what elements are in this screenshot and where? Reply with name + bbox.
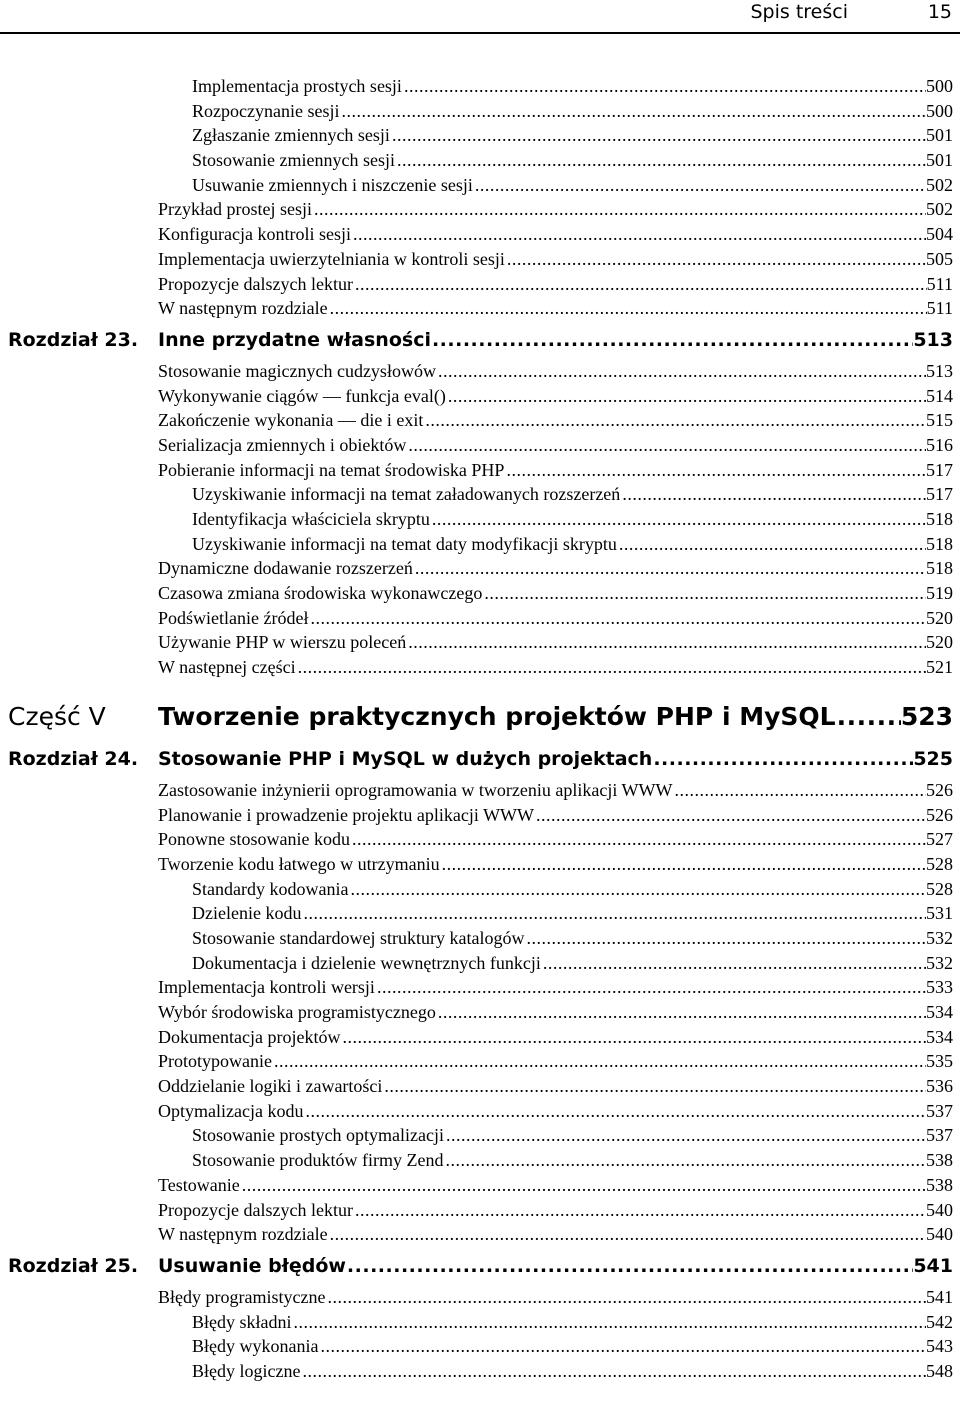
page-header bbox=[0, 0, 960, 34]
toc-entry-label: Dokumentacja projektów bbox=[158, 1026, 341, 1047]
toc-entry-label: Propozycje dalszych lektur bbox=[158, 1199, 353, 1220]
dot-leader bbox=[308, 608, 926, 629]
toc-entry-page: 542 bbox=[926, 1311, 953, 1332]
toc-entry-label: W następnym rozdziale bbox=[158, 298, 328, 319]
dot-leader bbox=[836, 702, 901, 731]
page-number: 15 bbox=[927, 1, 952, 23]
part-heading-5[interactable] bbox=[0, 702, 960, 742]
dot-leader bbox=[350, 829, 926, 850]
chapter-page: 541 bbox=[913, 1254, 953, 1277]
toc-entry-label: Stosowanie standardowej struktury katalogów bbox=[192, 927, 525, 948]
chapter-heading-24[interactable] bbox=[0, 748, 960, 780]
toc-entry-label: Zastosowanie inżynierii oprogramowania w tworzeniu aplikacji WWW bbox=[158, 779, 673, 800]
toc-entry-label: Wybór środowiska programistycznego bbox=[158, 1002, 436, 1022]
dot-leader bbox=[673, 780, 927, 801]
dot-leader bbox=[406, 632, 926, 653]
toc-entry-page: 534 bbox=[926, 1026, 953, 1047]
toc-entry-page: 517 bbox=[926, 459, 953, 480]
dot-leader bbox=[382, 1076, 926, 1097]
toc-entry-label: Standardy kodowania bbox=[192, 878, 349, 899]
toc-entry[interactable] bbox=[0, 583, 960, 608]
toc-entry[interactable] bbox=[0, 829, 960, 854]
toc-entry[interactable] bbox=[0, 1125, 960, 1150]
dot-leader bbox=[296, 657, 926, 678]
toc-entry-page: 519 bbox=[926, 583, 953, 604]
dot-leader bbox=[482, 583, 926, 604]
toc-entry-page: 537 bbox=[926, 1125, 953, 1146]
toc-entry-page: 548 bbox=[926, 1360, 953, 1381]
chapter-title: Stosowanie PHP i MySQL w dużych projektach bbox=[158, 747, 653, 770]
toc-entry-page: 502 bbox=[926, 174, 953, 195]
toc-entry-label: Uzyskiwanie informacji na temat załadowanych rozszerzeń bbox=[192, 484, 621, 505]
dot-leader bbox=[353, 274, 927, 295]
toc-entry-label: Konfiguracja kontroli sesji bbox=[158, 224, 351, 245]
toc-entry-page: 526 bbox=[926, 804, 953, 825]
toc-entry-label: Stosowanie zmiennych sesji bbox=[192, 150, 395, 171]
toc-entry[interactable] bbox=[0, 632, 960, 657]
toc-entry-label: Błędy składni bbox=[192, 1311, 292, 1332]
dot-leader bbox=[328, 1224, 926, 1245]
toc-entry-label: Propozycje dalszych lektur bbox=[158, 273, 353, 294]
toc-entry[interactable] bbox=[0, 780, 960, 805]
part-number: Część V bbox=[8, 701, 106, 731]
toc-entry-label: Serializacja zmiennych i obiektów bbox=[158, 434, 407, 455]
toc-entry-page: 538 bbox=[926, 1174, 953, 1195]
toc-entry[interactable] bbox=[0, 1312, 960, 1337]
toc-entry-page: 502 bbox=[926, 199, 953, 220]
dot-leader bbox=[617, 534, 926, 555]
toc-entry-page: 536 bbox=[926, 1076, 953, 1097]
toc-entry-label: Stosowanie produktów firmy Zend bbox=[192, 1150, 444, 1171]
dot-leader bbox=[325, 1287, 926, 1308]
toc-entry-page: 538 bbox=[926, 1150, 953, 1171]
toc-entry-label: W następnym rozdziale bbox=[158, 1224, 328, 1245]
toc-section-chapter-24 bbox=[0, 780, 960, 1249]
toc-entry[interactable] bbox=[0, 558, 960, 583]
toc-entry-label: Prototypowanie bbox=[158, 1051, 272, 1072]
toc-entry[interactable] bbox=[0, 1150, 960, 1175]
toc-entry-page: 528 bbox=[926, 878, 953, 899]
toc-entry-page: 514 bbox=[926, 385, 953, 406]
toc-entry[interactable] bbox=[0, 928, 960, 953]
toc-entry-page: 540 bbox=[926, 1199, 953, 1220]
toc-section-continued bbox=[0, 76, 960, 323]
toc-entry-label: Używanie PHP w wierszu poleceń bbox=[158, 632, 407, 653]
toc-entry-label: Zakończenie wykonania — die i exit bbox=[158, 410, 424, 431]
toc-entry[interactable] bbox=[0, 1076, 960, 1101]
toc-entry[interactable] bbox=[0, 460, 960, 485]
toc-entry[interactable] bbox=[0, 953, 960, 978]
running-title: Spis treści bbox=[750, 1, 848, 23]
dot-leader bbox=[339, 101, 926, 122]
toc-entry-page: 516 bbox=[926, 434, 953, 455]
toc-entry-page: 518 bbox=[926, 533, 953, 554]
toc-entry-label: Testowanie bbox=[158, 1174, 240, 1195]
toc-entry[interactable] bbox=[0, 1287, 960, 1312]
toc-entry-label: Uzyskiwanie informacji na temat daty modyfikacji skryptu bbox=[192, 533, 617, 554]
toc-entry[interactable] bbox=[0, 125, 960, 150]
toc-entry[interactable] bbox=[0, 1336, 960, 1361]
toc-entry-page: 532 bbox=[926, 952, 953, 973]
dot-leader bbox=[390, 125, 926, 146]
toc-entry[interactable] bbox=[0, 1101, 960, 1126]
toc-entry[interactable] bbox=[0, 76, 960, 101]
chapter-page: 513 bbox=[913, 328, 953, 351]
toc-entry-page: 505 bbox=[926, 248, 953, 269]
part-title: Tworzenie praktycznych projektów PHP i MySQL bbox=[158, 701, 836, 731]
toc-entry-page: 521 bbox=[926, 657, 953, 678]
toc-entry-label: Ponowne stosowanie kodu bbox=[158, 829, 350, 850]
dot-leader bbox=[292, 1312, 927, 1333]
toc-entry-label: Usuwanie zmiennych i niszczenie sesji bbox=[192, 174, 473, 195]
toc-entry[interactable] bbox=[0, 274, 960, 299]
chapter-heading-23[interactable] bbox=[0, 329, 960, 361]
toc-entry-page: 504 bbox=[926, 224, 953, 245]
chapter-number: Rozdział 24. bbox=[8, 747, 139, 770]
toc-entry-label: Stosowanie prostych optymalizacji bbox=[192, 1125, 444, 1146]
dot-leader bbox=[473, 175, 926, 196]
toc-entry-label: Czasowa zmiana środowiska wykonawczego bbox=[158, 583, 483, 604]
toc-entry[interactable] bbox=[0, 854, 960, 879]
dot-leader bbox=[444, 1125, 926, 1146]
dot-leader bbox=[395, 150, 926, 171]
dot-leader bbox=[340, 1027, 926, 1048]
dot-leader bbox=[430, 509, 926, 530]
toc-entry-page: 517 bbox=[926, 484, 953, 505]
toc-entry-page: 501 bbox=[926, 150, 953, 171]
toc-entry-label: Wykonywanie ciągów — funkcja eval() bbox=[158, 385, 446, 406]
dot-leader bbox=[431, 329, 913, 351]
toc-entry[interactable] bbox=[0, 175, 960, 200]
toc-entry[interactable] bbox=[0, 657, 960, 682]
toc-entry-page: 526 bbox=[926, 779, 953, 800]
dot-leader bbox=[440, 854, 926, 875]
toc-entry-page: 532 bbox=[926, 927, 953, 948]
dot-leader bbox=[534, 805, 926, 826]
toc-entry-page: 511 bbox=[926, 273, 953, 294]
toc-entry[interactable] bbox=[0, 903, 960, 928]
toc-section-chapter-25 bbox=[0, 1287, 960, 1386]
dot-leader bbox=[303, 1101, 926, 1122]
toc-entry-page: 513 bbox=[926, 360, 953, 381]
dot-leader bbox=[524, 928, 926, 949]
dot-leader bbox=[353, 1200, 926, 1221]
dot-leader bbox=[652, 748, 913, 770]
toc-entry-label: Dynamiczne dodawanie rozszerzeń bbox=[158, 558, 413, 579]
toc-entry-label: Implementacja kontroli wersji bbox=[158, 977, 375, 998]
toc-entry-page: 511 bbox=[926, 298, 953, 319]
dot-leader bbox=[436, 1002, 926, 1023]
toc-entry-label: Planowanie i prowadzenie projektu aplikacji WWW bbox=[158, 804, 535, 825]
toc-entry[interactable] bbox=[0, 249, 960, 274]
toc-entry-label: Tworzenie kodu łatwego w utrzymaniu bbox=[158, 853, 440, 874]
toc-entry-page: 501 bbox=[926, 125, 953, 146]
toc-entry[interactable] bbox=[0, 509, 960, 534]
toc-entry[interactable] bbox=[0, 1027, 960, 1052]
toc-entry[interactable] bbox=[0, 435, 960, 460]
toc-entry-page: 527 bbox=[926, 829, 953, 850]
toc-entry-label: W następnej części bbox=[158, 657, 296, 678]
chapter-number: Rozdział 25. bbox=[8, 1254, 139, 1277]
toc-entry[interactable] bbox=[0, 224, 960, 249]
toc-entry[interactable] bbox=[0, 199, 960, 224]
dot-leader bbox=[272, 1051, 926, 1072]
toc-entry[interactable] bbox=[0, 1224, 960, 1249]
toc-entry-page: 500 bbox=[926, 100, 953, 121]
toc-entry-page: 533 bbox=[926, 977, 953, 998]
toc-entry-page: 535 bbox=[926, 1051, 953, 1072]
dot-leader bbox=[375, 977, 926, 998]
dot-leader bbox=[301, 903, 926, 924]
chapter-title: Inne przydatne własności bbox=[158, 328, 431, 351]
toc-entry-label: Przykład prostej sesji bbox=[158, 199, 312, 220]
chapter-title: Usuwanie błędów bbox=[158, 1254, 346, 1277]
toc-entry[interactable] bbox=[0, 484, 960, 509]
toc-entry-page: 531 bbox=[926, 903, 953, 924]
toc-section-chapter-23 bbox=[0, 361, 960, 682]
dot-leader bbox=[436, 361, 926, 382]
toc-entry[interactable] bbox=[0, 977, 960, 1002]
dot-leader bbox=[312, 199, 926, 220]
dot-leader bbox=[402, 76, 926, 97]
dot-leader bbox=[541, 953, 926, 974]
toc-entry[interactable] bbox=[0, 1361, 960, 1386]
toc-entry[interactable] bbox=[0, 386, 960, 411]
toc-entry-page: 520 bbox=[926, 607, 953, 628]
toc-entry[interactable] bbox=[0, 410, 960, 435]
toc-entry-label: Oddzielanie logiki i zawartości bbox=[158, 1076, 383, 1097]
toc-entry[interactable] bbox=[0, 150, 960, 175]
toc-entry-label: Pobieranie informacji na temat środowiska PHP bbox=[158, 459, 505, 480]
toc-entry[interactable] bbox=[0, 534, 960, 559]
toc-entry-page: 528 bbox=[926, 853, 953, 874]
dot-leader bbox=[413, 558, 926, 579]
table-of-contents bbox=[0, 76, 960, 1386]
toc-entry-label: Rozpoczynanie sesji bbox=[192, 100, 340, 121]
chapter-page: 525 bbox=[913, 747, 953, 770]
toc-entry-label: Błędy programistyczne bbox=[158, 1286, 326, 1307]
dot-leader bbox=[348, 879, 926, 900]
toc-entry-page: 515 bbox=[926, 410, 953, 431]
toc-entry-label: Błędy logiczne bbox=[192, 1360, 301, 1381]
chapter-heading-25[interactable] bbox=[0, 1255, 960, 1287]
toc-entry[interactable] bbox=[0, 879, 960, 904]
toc-entry-page: 541 bbox=[926, 1286, 953, 1307]
dot-leader bbox=[620, 484, 926, 505]
toc-entry-label: Błędy wykonania bbox=[192, 1336, 319, 1357]
part-page: 523 bbox=[900, 701, 953, 731]
toc-entry-label: Identyfikacja właściciela skryptu bbox=[192, 509, 430, 529]
toc-entry[interactable] bbox=[0, 361, 960, 386]
dot-leader bbox=[346, 1255, 913, 1277]
toc-entry-label: Podświetlanie źródeł bbox=[158, 607, 309, 628]
toc-entry[interactable] bbox=[0, 1051, 960, 1076]
dot-leader bbox=[443, 1150, 926, 1171]
toc-entry-page: 534 bbox=[926, 1002, 953, 1022]
toc-entry-label: Dzielenie kodu bbox=[192, 903, 302, 924]
dot-leader bbox=[446, 386, 926, 407]
toc-entry-page: 500 bbox=[926, 76, 953, 96]
dot-leader bbox=[328, 298, 927, 319]
toc-entry-label: Implementacja uwierzytelniania w kontroli sesji bbox=[158, 248, 505, 269]
toc-entry[interactable] bbox=[0, 1175, 960, 1200]
toc-entry[interactable] bbox=[0, 101, 960, 126]
toc-entry-label: Implementacja prostych sesji bbox=[192, 76, 402, 96]
toc-entry-page: 518 bbox=[926, 558, 953, 579]
toc-entry-label: Stosowanie magicznych cudzysłowów bbox=[158, 360, 436, 381]
dot-leader bbox=[240, 1175, 926, 1196]
dot-leader bbox=[318, 1336, 926, 1357]
toc-entry-page: 518 bbox=[926, 509, 953, 529]
dot-leader bbox=[423, 410, 926, 431]
toc-entry[interactable] bbox=[0, 608, 960, 633]
toc-entry-page: 540 bbox=[926, 1224, 953, 1245]
toc-entry-page: 537 bbox=[926, 1100, 953, 1121]
toc-entry-label: Zgłaszanie zmiennych sesji bbox=[192, 125, 390, 146]
dot-leader bbox=[504, 460, 926, 481]
toc-entry[interactable] bbox=[0, 1002, 960, 1027]
toc-entry[interactable] bbox=[0, 805, 960, 830]
toc-entry[interactable] bbox=[0, 298, 960, 323]
dot-leader bbox=[351, 224, 926, 245]
toc-entry-page: 543 bbox=[926, 1336, 953, 1357]
dot-leader bbox=[300, 1361, 926, 1382]
toc-entry-label: Dokumentacja i dzielenie wewnętrznych funkcji bbox=[192, 952, 541, 973]
dot-leader bbox=[505, 249, 926, 270]
chapter-number: Rozdział 23. bbox=[8, 328, 139, 351]
toc-entry[interactable] bbox=[0, 1200, 960, 1225]
dot-leader bbox=[406, 435, 926, 456]
toc-entry-label: Optymalizacja kodu bbox=[158, 1100, 304, 1121]
toc-entry-page: 520 bbox=[926, 632, 953, 653]
